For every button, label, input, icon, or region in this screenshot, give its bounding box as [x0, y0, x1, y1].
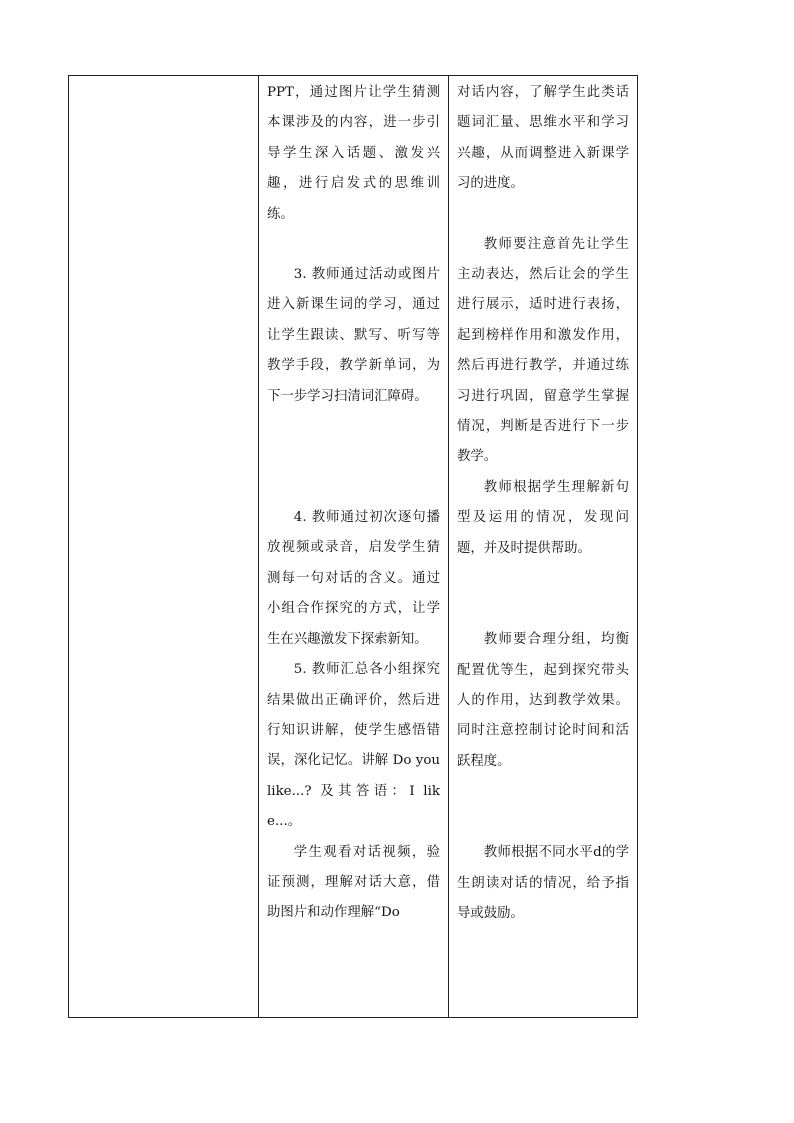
teaching-process-cell	[259, 76, 449, 1018]
paragraph-dialogue-content: 对话内容，了解学生此类话题词汇量、思维水平和学习兴趣，从而调整进入新课学习的进度。	[457, 85, 629, 192]
empty-column-cell	[69, 76, 259, 1018]
table-row	[69, 76, 638, 1018]
paragraph-grouping: 教师要合理分组，均衡配置优等生，起到探究带头人的作用，达到教学效果。同时注意控制讨论时间和活跃程度。	[457, 632, 629, 769]
paragraph-ppt-intro: PPT，通过图片让学生猜测本课涉及的内容，进一步引导学生深入话题、激发兴趣，进行启发式的思维训练。	[267, 85, 440, 222]
paragraph-active-expression: 教师要注意首先让学生主动表达，然后让会的学生进行展示，适时进行表扬，起到榜样作用和激发作用，然后再进行教学，并通过练习进行巩固，留意学生掌握情况，判断是否进行下一步教学。	[457, 236, 629, 465]
paragraph-step-3: 3. 教师通过活动或图片进入新课生词的学习，通过让学生跟读、默写、听写等教学手段，教学新单词，为下一步学习扫清词汇障碍。	[267, 267, 440, 404]
paragraph-step-4: 4. 教师通过初次逐句播放视频或录音，启发学生猜测每一句对话的含义。通过小组合作探究的方式，让学生在兴趣激发下探索新知。	[267, 510, 440, 647]
lesson-plan-table	[68, 75, 638, 1018]
paragraph-new-sentence-help: 教师根据学生理解新句型及运用的情况，发现问题，并及时提供帮助。	[457, 479, 629, 556]
paragraph-step-5: 5. 教师汇总各小组探究结果做出正确评价，然后进行知识讲解，使学生感悟错误，深化记忆。讲解 Do you like...? 及其答语：I like...。	[267, 662, 440, 830]
paragraph-student-video: 学生观看对话视频，验证预测，理解对话大意，借助图片和动作理解“Do	[267, 844, 440, 921]
paragraph-reading-guidance: 教师根据不同水平d的学生朗读对话的情况，给予指导或鼓励。	[457, 845, 629, 921]
design-intent-cell	[449, 76, 638, 1018]
